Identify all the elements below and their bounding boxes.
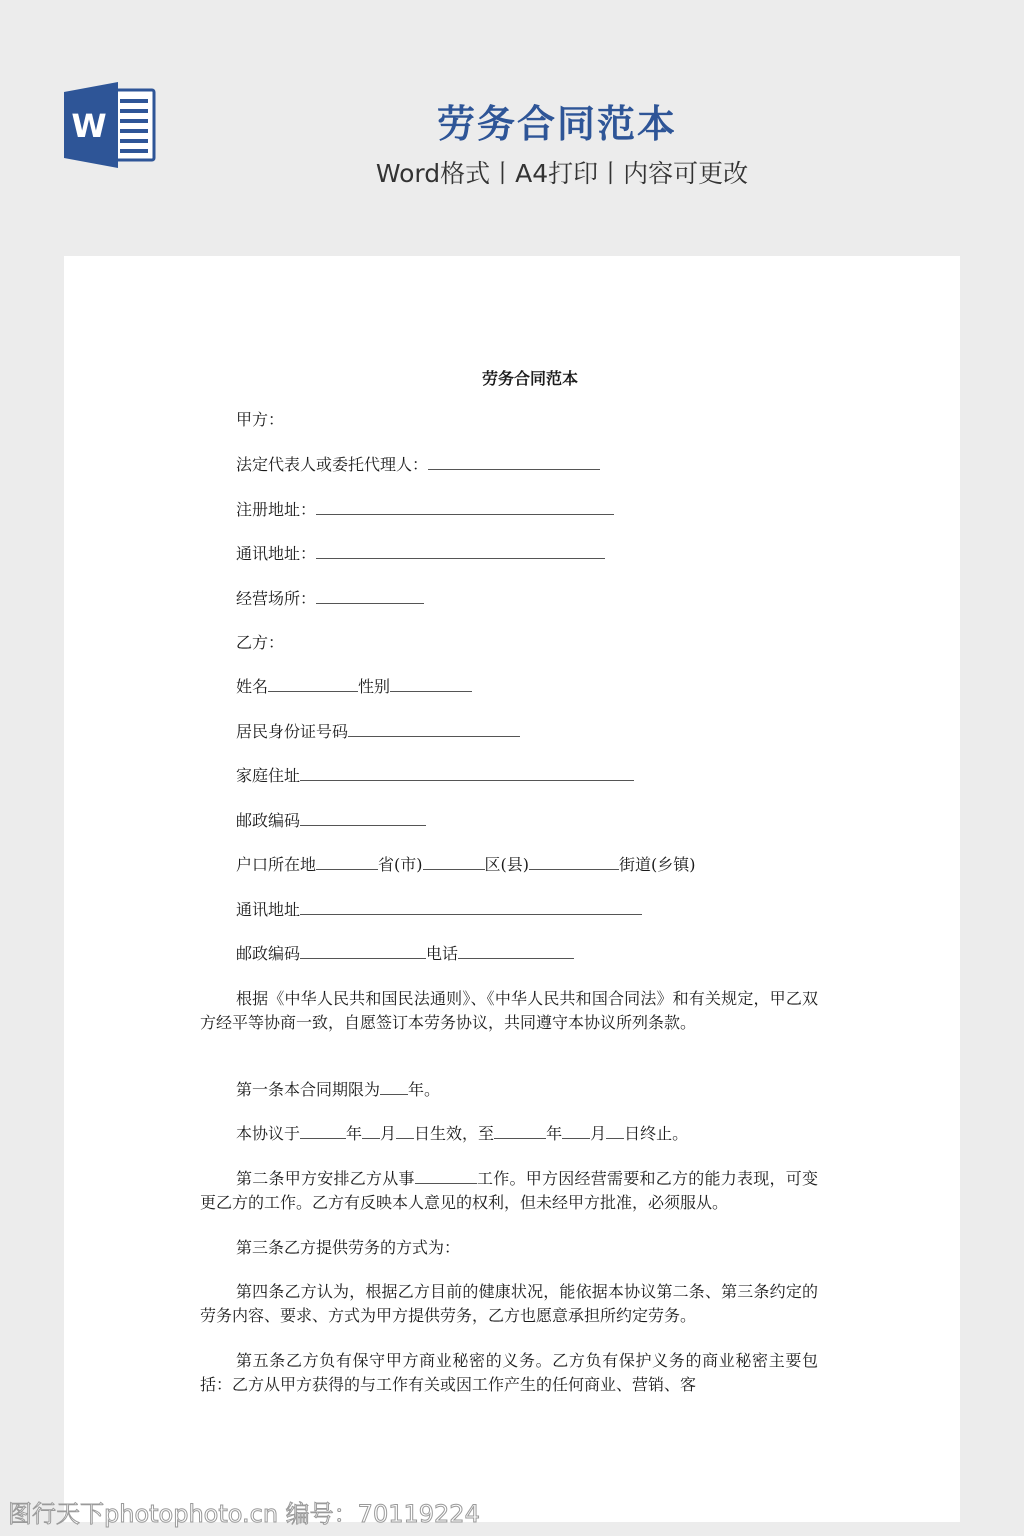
term-text: 日生效，至 (414, 1124, 495, 1143)
field-mail-address-b (236, 899, 642, 921)
article-5: 第五条乙方负有保守甲方商业秘密的义务。乙方负有保护义务的商业秘密主要包括：乙方从甲方获得的与工作有关或因工作产生的任何商业、营销、客 (200, 1351, 818, 1394)
header-title: 劳务合同范本 (436, 102, 677, 146)
party-a-label: 甲方： (236, 410, 285, 429)
field-label: 户口所在地 (236, 855, 317, 874)
term-text: 本协议于 (236, 1124, 301, 1143)
blank-start-month[interactable] (362, 1124, 380, 1139)
article-1 (236, 1079, 440, 1101)
article-2 (200, 1167, 818, 1215)
field-label: 省(市) (378, 855, 423, 874)
blank-home-address[interactable] (300, 766, 634, 781)
field-label: 经营场所： (236, 589, 317, 608)
blank-registered-address[interactable] (316, 500, 614, 515)
party-b-label: 乙方： (236, 633, 285, 652)
field-label: 通讯地址： (236, 544, 317, 563)
field-label: 姓名 (236, 677, 269, 696)
watermark: 图行天下photophoto.cn 编号：70119224 (8, 1500, 480, 1528)
field-label: 法定代表人或委托代理人： (236, 455, 429, 474)
article-text: 年。 (408, 1080, 441, 1099)
term-text: 月 (590, 1124, 607, 1143)
field-registered-address (236, 499, 614, 521)
blank-street[interactable] (529, 855, 619, 870)
term-text: 日终止。 (624, 1124, 689, 1143)
blank-end-day[interactable] (606, 1124, 624, 1139)
article-text: 第二条甲方安排乙方从事 (236, 1169, 415, 1188)
term-text: 年 (346, 1124, 363, 1143)
field-label: 家庭住址 (236, 766, 301, 785)
field-id-number (236, 721, 520, 743)
field-label: 电话 (426, 944, 459, 963)
field-label: 通讯地址 (236, 900, 301, 919)
field-label: 区(县) (484, 855, 530, 874)
document-page (64, 256, 960, 1522)
article-text: 第一条本合同期限为 (236, 1080, 381, 1099)
blank-legal-rep[interactable] (428, 455, 600, 470)
blank-gender[interactable] (390, 677, 472, 692)
blank-job[interactable] (415, 1169, 477, 1184)
header-subtitle: Word格式丨A4打印丨内容可更改 (375, 159, 749, 188)
field-label: 居民身份证号码 (236, 722, 349, 741)
field-postcode (236, 810, 426, 832)
document-title: 劳务合同范本 (481, 369, 578, 388)
field-label: 街道(乡镇) (619, 855, 696, 874)
blank-business-place[interactable] (316, 589, 424, 604)
term-text: 年 (546, 1124, 563, 1143)
field-label: 邮政编码 (236, 811, 301, 830)
intro-paragraph: 根据《中华人民共和国民法通则》、《中华人民共和国合同法》和有关规定，甲乙双方经平等协商一致，自愿签订本劳务协议，共同遵守本协议所列条款。 (200, 989, 818, 1032)
field-business-place (236, 588, 424, 610)
term-text: 月 (380, 1124, 397, 1143)
field-postcode-phone (236, 943, 574, 965)
article-text: 工作。甲方因经营需要和乙方的能力表现，可变更乙方的工作。乙方有反映本人意见的权利，但未经甲方批准，必须服从。 (200, 1169, 818, 1212)
blank-term-years[interactable] (380, 1080, 408, 1095)
svg-text:W: W (71, 107, 107, 145)
article-3: 第三条乙方提供劳务的方式为： (236, 1238, 461, 1257)
blank-end-year[interactable] (494, 1124, 546, 1139)
field-legal-rep (236, 454, 600, 476)
blank-end-month[interactable] (562, 1124, 590, 1139)
field-label: 性别 (358, 677, 391, 696)
field-label: 注册地址： (236, 500, 317, 519)
blank-id-number[interactable] (348, 722, 520, 737)
blank-phone[interactable] (458, 944, 574, 959)
field-mail-address-a (236, 543, 605, 565)
blank-name[interactable] (268, 677, 358, 692)
blank-start-day[interactable] (396, 1124, 414, 1139)
blank-mail-address-b[interactable] (300, 900, 642, 915)
blank-mail-address-a[interactable] (316, 544, 605, 559)
field-label: 邮政编码 (236, 944, 301, 963)
blank-start-year[interactable] (300, 1124, 346, 1139)
blank-province[interactable] (316, 855, 378, 870)
field-home-address (236, 765, 634, 787)
blank-postcode-2[interactable] (300, 944, 426, 959)
blank-postcode[interactable] (300, 811, 426, 826)
field-name-gender (236, 676, 472, 698)
article-4: 第四条乙方认为，根据乙方目前的健康状况，能依据本协议第二条、第三条约定的劳务内容、要求、方式为甲方提供劳务，乙方也愿意承担所约定劳务。 (200, 1282, 818, 1325)
blank-district[interactable] (423, 855, 485, 870)
agreement-term (236, 1123, 688, 1145)
field-hukou (236, 854, 696, 876)
